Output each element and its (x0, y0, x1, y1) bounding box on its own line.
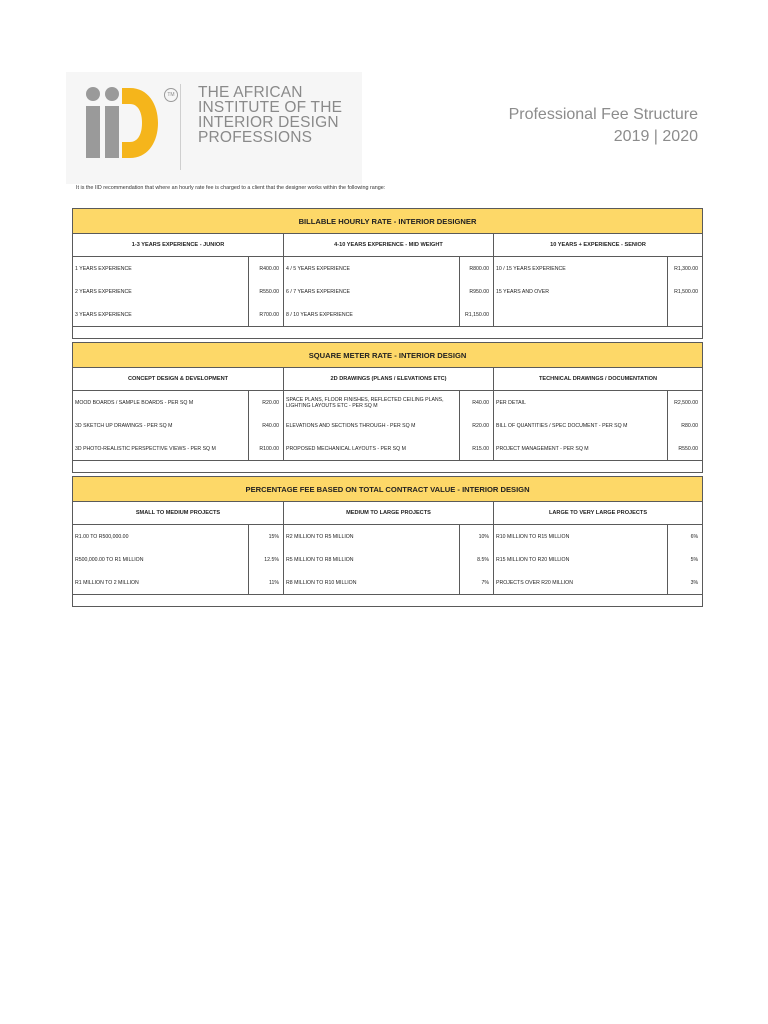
org-name-line: INTERIOR DESIGN (198, 114, 339, 131)
org-name-line: THE AFRICAN (198, 84, 303, 101)
column-header: TECHNICAL DRAWINGS / DOCUMENTATION (494, 368, 703, 391)
rate-value: R1,300.00 (668, 257, 703, 281)
rate-value: R550.00 (249, 280, 284, 303)
rate-description: ELEVATIONS AND SECTIONS THROUGH - PER SQ M (284, 414, 460, 437)
fee-value: 12.5% (249, 548, 284, 571)
rate-description: PER DETAIL (494, 391, 668, 415)
rate-value: R20.00 (249, 391, 284, 415)
table-title: SQUARE METER RATE - INTERIOR DESIGN (73, 343, 703, 368)
org-name (198, 85, 342, 145)
fee-value: 15% (249, 525, 284, 549)
table-row (73, 414, 703, 437)
table-spacer (73, 461, 703, 473)
rate-description: PROJECT MANAGEMENT - PER SQ M (494, 437, 668, 461)
fee-description: R1 MILLION TO 2 MILLION (73, 571, 249, 595)
fee-description: PROJECTS OVER R20 MILLION (494, 571, 668, 595)
hourly-rate-table (72, 208, 703, 339)
fee-description: R10 MILLION TO R15 MILLION (494, 525, 668, 549)
rate-value: R700.00 (249, 303, 284, 327)
rate-value: R2,500.00 (668, 391, 703, 415)
percentage-fee-table (72, 476, 703, 607)
intro-text: It is the IID recommendation that where an hourly rate fee is charged to a client that the designer works within the following range: (76, 185, 386, 191)
rate-description: 3 YEARS EXPERIENCE (73, 303, 249, 327)
trademark-icon: TM (164, 88, 178, 102)
org-name-line: PROFESSIONS (198, 129, 313, 146)
rate-description: 1 YEARS EXPERIENCE (73, 257, 249, 281)
fee-description: R2 MILLION TO R5 MILLION (284, 525, 460, 549)
rate-description: 4 / 5 YEARS EXPERIENCE (284, 257, 460, 281)
rate-description: PROPOSED MECHANICAL LAYOUTS - PER SQ M (284, 437, 460, 461)
fee-value: 5% (668, 548, 703, 571)
logo (66, 72, 362, 184)
logo-divider (180, 84, 181, 170)
table-row (73, 571, 703, 595)
column-header: 4-10 YEARS EXPERIENCE - MID WEIGHT (284, 234, 494, 257)
rate-value: R1,150.00 (460, 303, 494, 327)
fee-value: 3% (668, 571, 703, 595)
fee-value: 6% (668, 525, 703, 549)
document-years: 2019 | 2020 (613, 128, 698, 145)
rate-description: SPACE PLANS, FLOOR FINISHES, REFLECTED CEILING PLANS, LIGHTING LAYOUTS ETC - PER SQ M (284, 391, 460, 415)
fee-description: R8 MILLION TO R10 MILLION (284, 571, 460, 595)
table-row (73, 437, 703, 461)
rate-description: 6 / 7 YEARS EXPERIENCE (284, 280, 460, 303)
column-header: 2D DRAWINGS (PLANS / ELEVATIONS ETC) (284, 368, 494, 391)
square-meter-rate-table (72, 342, 703, 473)
rate-value: R15.00 (460, 437, 494, 461)
column-header: MEDIUM TO LARGE PROJECTS (284, 502, 494, 525)
rate-value: R400.00 (249, 257, 284, 281)
rate-description: 2 YEARS EXPERIENCE (73, 280, 249, 303)
org-name-line: INSTITUTE OF THE (198, 99, 343, 116)
rate-value: R550.00 (668, 437, 703, 461)
table-row (73, 257, 703, 281)
rate-description: 10 / 15 YEARS EXPERIENCE (494, 257, 668, 281)
column-header: 10 YEARS + EXPERIENCE - SENIOR (494, 234, 703, 257)
iid-logo-mark-icon (84, 86, 160, 160)
rate-value: R100.00 (249, 437, 284, 461)
column-header: LARGE TO VERY LARGE PROJECTS (494, 502, 703, 525)
fee-value: 8.5% (460, 548, 494, 571)
table-row (73, 303, 703, 327)
rate-description: 8 / 10 YEARS EXPERIENCE (284, 303, 460, 327)
fee-description: R1.00 TO R500,000.00 (73, 525, 249, 549)
document-title-text: Professional Fee Structure (508, 106, 698, 123)
rate-value: R1,500.00 (668, 280, 703, 303)
table-row (73, 280, 703, 303)
fee-description: R15 MILLION TO R20 MILLION (494, 548, 668, 571)
rate-description: BILL OF QUANTITIES / SPEC DOCUMENT - PER SQ M (494, 414, 668, 437)
rate-value (668, 303, 703, 327)
document-title (509, 104, 698, 148)
rate-description: MOOD BOARDS / SAMPLE BOARDS - PER SQ M (73, 391, 249, 415)
rate-value: R950.00 (460, 280, 494, 303)
fee-value: 7% (460, 571, 494, 595)
rate-value: R40.00 (249, 414, 284, 437)
table-row (73, 525, 703, 549)
fee-value: 11% (249, 571, 284, 595)
table-title: PERCENTAGE FEE BASED ON TOTAL CONTRACT VALUE - INTERIOR DESIGN (73, 477, 703, 502)
rate-description (494, 303, 668, 327)
column-header: 1-3 YEARS EXPERIENCE - JUNIOR (73, 234, 284, 257)
rate-description: 3D SKETCH UP DRAWINGS - PER SQ M (73, 414, 249, 437)
table-title: BILLABLE HOURLY RATE - INTERIOR DESIGNER (73, 209, 703, 234)
column-header: CONCEPT DESIGN & DEVELOPMENT (73, 368, 284, 391)
rate-value: R800.00 (460, 257, 494, 281)
rate-value: R80.00 (668, 414, 703, 437)
rate-description: 3D PHOTO-REALISTIC PERSPECTIVE VIEWS - PER SQ M (73, 437, 249, 461)
table-row (73, 391, 703, 415)
fee-value: 10% (460, 525, 494, 549)
fee-description: R5 MILLION TO R8 MILLION (284, 548, 460, 571)
fee-description: R500,000.00 TO R1 MILLION (73, 548, 249, 571)
column-header: SMALL TO MEDIUM PROJECTS (73, 502, 284, 525)
table-spacer (73, 327, 703, 339)
rate-description: 15 YEARS AND OVER (494, 280, 668, 303)
table-row (73, 548, 703, 571)
table-spacer (73, 595, 703, 607)
rate-value: R20.00 (460, 414, 494, 437)
rate-value: R40.00 (460, 391, 494, 415)
